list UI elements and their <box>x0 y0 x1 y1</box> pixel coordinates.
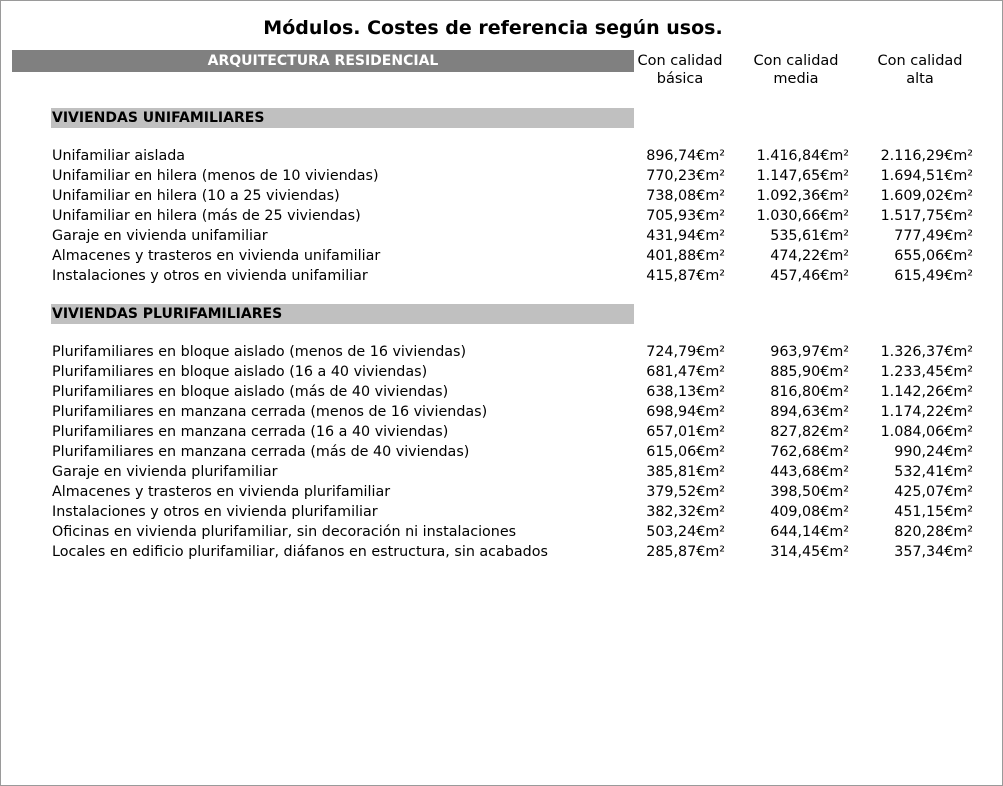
value-media: 1.030,66€m² <box>756 208 849 224</box>
table-row <box>0 422 1003 442</box>
value-basica: 285,87€m² <box>646 544 725 560</box>
row-label: Plurifamiliares en manzana cerrada (más de 40 viviendas) <box>52 444 470 460</box>
value-alta: 1.233,45€m² <box>880 364 973 380</box>
value-basica: 503,24€m² <box>646 524 725 540</box>
value-alta: 1.142,26€m² <box>880 384 973 400</box>
row-label: Unifamiliar en hilera (más de 25 viviendas) <box>52 208 361 224</box>
row-label: Instalaciones y otros en vivienda unifamiliar <box>52 268 368 284</box>
table-row <box>0 462 1003 482</box>
value-basica: 770,23€m² <box>646 168 725 184</box>
section-band-residencial: ARQUITECTURA RESIDENCIAL <box>12 50 634 72</box>
value-media: 816,80€m² <box>770 384 849 400</box>
row-label: Unifamiliar aislada <box>52 148 186 164</box>
value-basica: 415,87€m² <box>646 268 725 284</box>
value-alta: 357,34€m² <box>894 544 973 560</box>
table-row <box>0 522 1003 542</box>
table-unifamiliares <box>0 146 1003 286</box>
column-header-basica <box>625 52 735 88</box>
value-media: 457,46€m² <box>770 268 849 284</box>
value-basica: 896,74€m² <box>646 148 725 164</box>
value-media: 474,22€m² <box>770 248 849 264</box>
table-row <box>0 246 1003 266</box>
row-label: Oficinas en vivienda plurifamiliar, sin decoración ni instalaciones <box>52 524 517 540</box>
table-row <box>0 146 1003 166</box>
value-alta: 615,49€m² <box>894 268 973 284</box>
value-media: 314,45€m² <box>770 544 849 560</box>
value-basica: 382,32€m² <box>646 504 725 520</box>
column-header-line: Con calidad <box>753 53 839 69</box>
table-row <box>0 442 1003 462</box>
value-basica: 431,94€m² <box>646 228 725 244</box>
value-basica: 657,01€m² <box>646 424 725 440</box>
value-media: 963,97€m² <box>770 344 849 360</box>
value-media: 1.416,84€m² <box>756 148 849 164</box>
value-media: 535,61€m² <box>770 228 849 244</box>
value-media: 894,63€m² <box>770 404 849 420</box>
column-header-media <box>741 52 851 88</box>
section-heading-plurifamiliares: VIVIENDAS PLURIFAMILIARES <box>51 304 634 324</box>
table-plurifamiliares <box>0 342 1003 562</box>
value-basica: 385,81€m² <box>646 464 725 480</box>
column-header-alta <box>865 52 975 88</box>
row-label: Plurifamiliares en bloque aislado (16 a 40 viviendas) <box>52 364 428 380</box>
value-alta: 1.517,75€m² <box>880 208 973 224</box>
value-basica: 705,93€m² <box>646 208 725 224</box>
value-basica: 738,08€m² <box>646 188 725 204</box>
value-basica: 615,06€m² <box>646 444 725 460</box>
table-row <box>0 482 1003 502</box>
value-alta: 1.084,06€m² <box>880 424 973 440</box>
value-media: 409,08€m² <box>770 504 849 520</box>
column-header-line: Con calidad <box>637 53 723 69</box>
value-basica: 681,47€m² <box>646 364 725 380</box>
value-alta: 425,07€m² <box>894 484 973 500</box>
value-alta: 451,15€m² <box>894 504 973 520</box>
value-media: 885,90€m² <box>770 364 849 380</box>
row-label: Unifamiliar en hilera (10 a 25 viviendas) <box>52 188 340 204</box>
column-header-line: básica <box>656 71 704 87</box>
table-row <box>0 226 1003 246</box>
column-header-line: Con calidad <box>877 53 963 69</box>
row-label: Almacenes y trasteros en vivienda unifamiliar <box>52 248 381 264</box>
value-media: 1.092,36€m² <box>756 188 849 204</box>
row-label: Almacenes y trasteros en vivienda plurifamiliar <box>52 484 391 500</box>
value-media: 398,50€m² <box>770 484 849 500</box>
value-alta: 1.609,02€m² <box>880 188 973 204</box>
value-media: 827,82€m² <box>770 424 849 440</box>
row-label: Instalaciones y otros en vivienda plurifamiliar <box>52 504 378 520</box>
value-media: 443,68€m² <box>770 464 849 480</box>
value-alta: 820,28€m² <box>894 524 973 540</box>
value-media: 762,68€m² <box>770 444 849 460</box>
value-alta: 655,06€m² <box>894 248 973 264</box>
row-label: Unifamiliar en hilera (menos de 10 viviendas) <box>52 168 379 184</box>
value-basica: 401,88€m² <box>646 248 725 264</box>
value-basica: 379,52€m² <box>646 484 725 500</box>
row-label: Garaje en vivienda unifamiliar <box>52 228 268 244</box>
value-basica: 724,79€m² <box>646 344 725 360</box>
table-row <box>0 206 1003 226</box>
table-row <box>0 166 1003 186</box>
row-label: Plurifamiliares en bloque aislado (más de 40 viviendas) <box>52 384 449 400</box>
column-header-line: alta <box>906 71 934 87</box>
table-row <box>0 362 1003 382</box>
row-label: Garaje en vivienda plurifamiliar <box>52 464 278 480</box>
value-basica: 698,94€m² <box>646 404 725 420</box>
page-title: Módulos. Costes de referencia según usos. <box>263 17 723 39</box>
section-heading-unifamiliares: VIVIENDAS UNIFAMILIARES <box>51 108 634 128</box>
table-row <box>0 266 1003 286</box>
table-row <box>0 502 1003 522</box>
row-label: Plurifamiliares en manzana cerrada (menos de 16 viviendas) <box>52 404 488 420</box>
value-media: 644,14€m² <box>770 524 849 540</box>
row-label: Plurifamiliares en bloque aislado (menos de 16 viviendas) <box>52 344 467 360</box>
table-row <box>0 342 1003 362</box>
value-alta: 2.116,29€m² <box>880 148 973 164</box>
value-alta: 1.326,37€m² <box>880 344 973 360</box>
value-media: 1.147,65€m² <box>756 168 849 184</box>
value-basica: 638,13€m² <box>646 384 725 400</box>
table-row <box>0 402 1003 422</box>
column-header-line: media <box>773 71 819 87</box>
table-row <box>0 382 1003 402</box>
row-label: Plurifamiliares en manzana cerrada (16 a 40 viviendas) <box>52 424 449 440</box>
value-alta: 532,41€m² <box>894 464 973 480</box>
value-alta: 777,49€m² <box>894 228 973 244</box>
value-alta: 1.174,22€m² <box>880 404 973 420</box>
value-alta: 990,24€m² <box>894 444 973 460</box>
table-row <box>0 542 1003 562</box>
table-row <box>0 186 1003 206</box>
row-label: Locales en edificio plurifamiliar, diáfanos en estructura, sin acabados <box>52 544 548 560</box>
value-alta: 1.694,51€m² <box>880 168 973 184</box>
